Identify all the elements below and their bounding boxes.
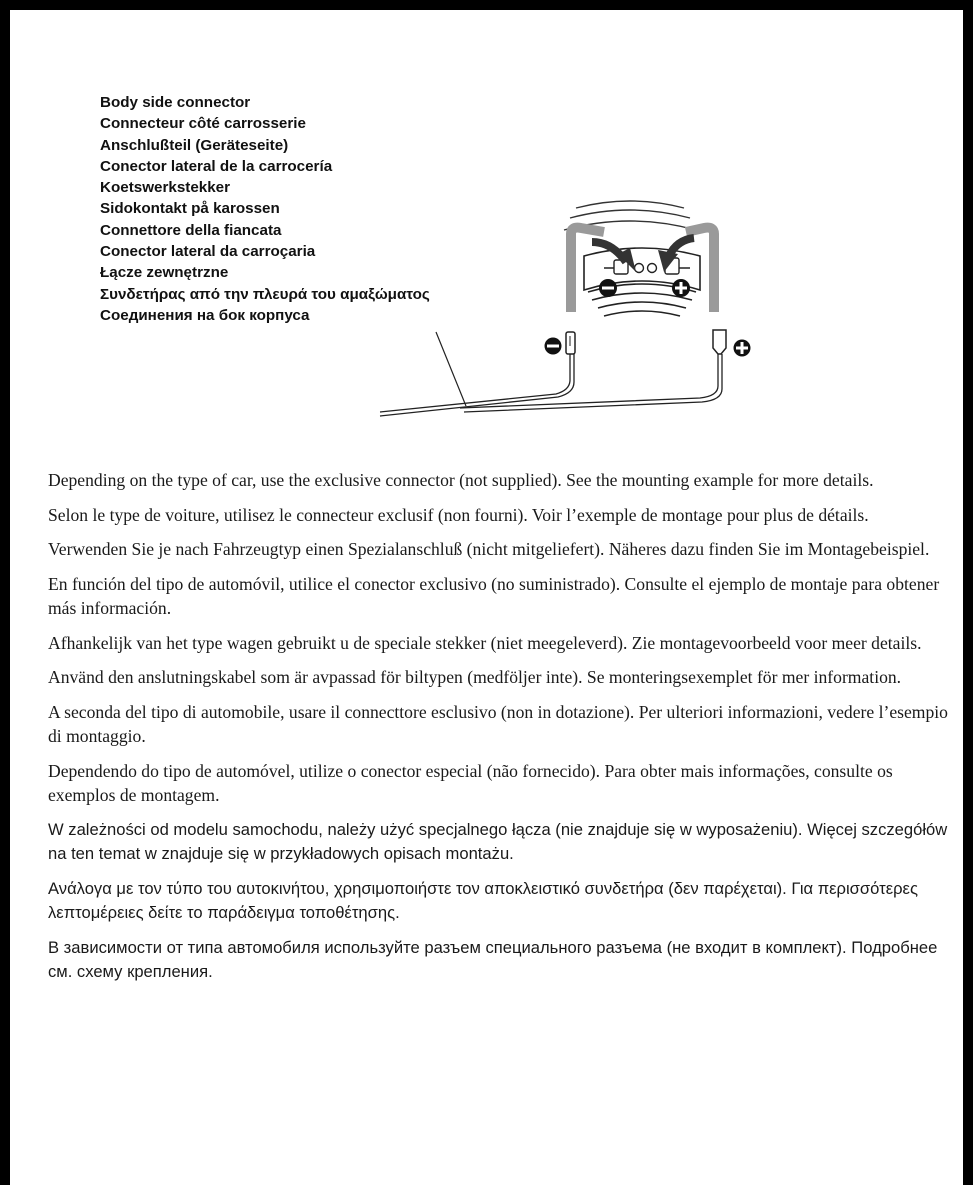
paragraph-pt: Dependendo do tipo de automóvel, utilize o conector especial (não fornecido). Para obter mais informações, consulte os exemplos de montagem. (48, 760, 893, 805)
paragraph-sv: Använd den anslutningskabel som är avpassad för biltypen (medföljer inte). Se monteringsexemplet för mer information. (48, 667, 902, 687)
paragraph-nl: Afhankelijk van het type wagen gebruikt u de speciale stekker (niet meegeleverd). Zie montagevoorbeeld voor meer details. (48, 632, 922, 653)
label-en: Body side connector (100, 94, 251, 111)
paragraph-es: En función del tipo de automóvil, utilice el conector exclusivo (no suministrado). Consulte el ejemplo de montaje para obtener más información. (48, 573, 940, 618)
label-es: Conector lateral de la carrocería (100, 157, 333, 175)
paragraph-ru: В зависимости от типа автомобиля используйте разъем специального разъема (не входит в комплект). Подробнее см. схему крепления. (48, 937, 938, 981)
instruction-paragraphs (48, 468, 948, 995)
plus-marker-terminal (734, 340, 751, 357)
label-sv: Sidokontakt på karossen (100, 200, 280, 218)
plus-marker-connector (672, 279, 690, 297)
minus-marker-terminal (545, 338, 562, 355)
right-terminal (713, 330, 726, 354)
paragraph-pl: W zależności od modelu samochodu, należy użyć specjalnego łącza (nie znajduje się w wyposażeniu). Więcej szczegółów na ten temat w znajduje się w przykładowych opisach montażu. (48, 819, 948, 863)
label-el: Συνδετήρας από την πλευρά του αμαξώματος (100, 285, 430, 303)
label-de: Anschlußteil (Geräteseite) (100, 136, 289, 154)
label-ru: Соединения на бок корпуса (100, 306, 310, 324)
label-nl: Koetswerkstekker (100, 179, 231, 197)
label-it: Connettore della fiancata (100, 221, 282, 239)
paragraph-fr: Selon le type de voiture, utilisez le connecteur exclusif (non fourni). Voir l’exemple de montage pour plus de détails. (48, 504, 869, 525)
paragraph-de: Verwenden Sie je nach Fahrzeugtyp einen Spezialanschluß (nicht mitgeliefert). Näheres dazu finden Sie im Montagebeispiel. (48, 539, 930, 559)
label-pt: Conector lateral da carroçaria (100, 243, 316, 261)
connector-diagram (360, 190, 760, 430)
paragraph-en: Depending on the type of car, use the exclusive connector (not supplied). See the mounting example for more details. (48, 470, 874, 490)
label-pl: Łącze zewnętrzne (100, 264, 229, 282)
label-fr: Connecteur côté carrosserie (100, 115, 306, 133)
wires (380, 354, 722, 416)
left-terminal (566, 332, 575, 354)
paragraph-it: A seconda del tipo di automobile, usare il connecttore esclusivo (non in dotazione). Per ulteriori informazioni, vedere l’esempio di montaggio. (48, 701, 948, 746)
minus-marker-connector (599, 279, 617, 297)
paragraph-el: Ανάλογα με τον τύπο του αυτοκινήτου, χρησιμοποιήστε τον αποκλειστικό συνδετήρα (δεν παρέχεται). Για περισσότερες λεπτομέρειες δείτε το παράδειγμα τοποθέτησης. (48, 878, 918, 922)
leader-line (436, 332, 466, 406)
